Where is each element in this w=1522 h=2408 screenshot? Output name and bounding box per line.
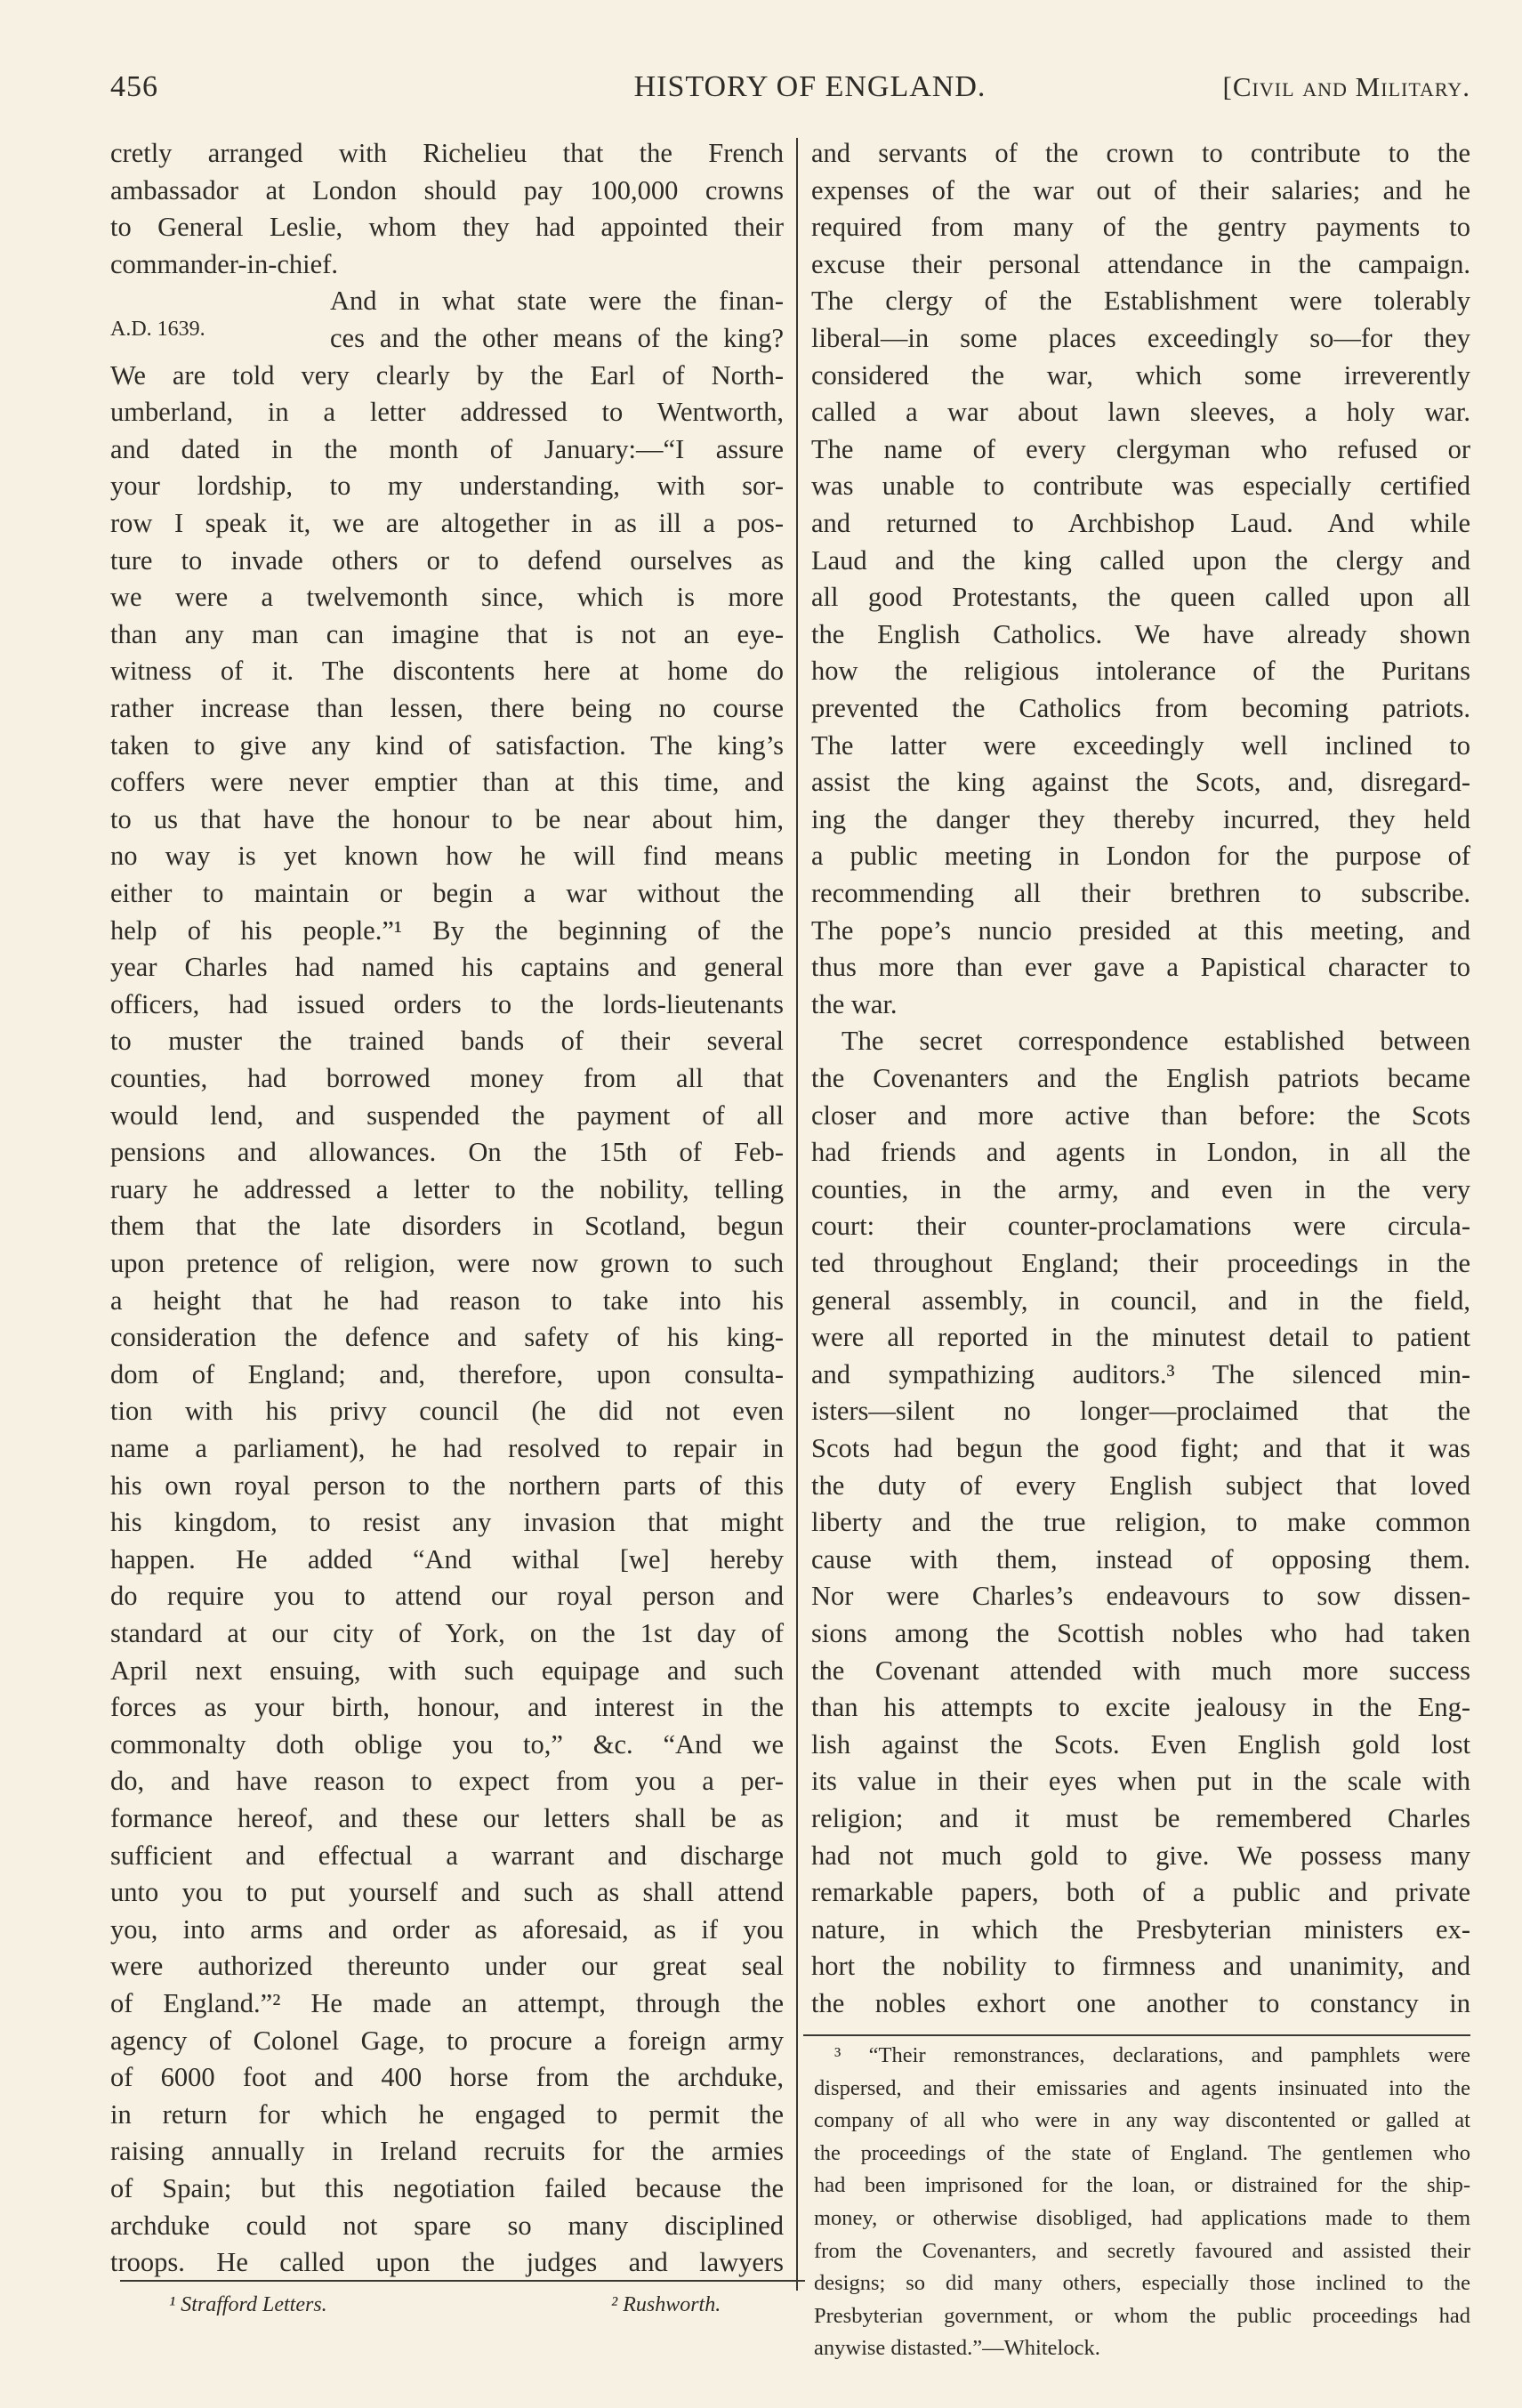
text-line: taken to give any kind of satisfaction. The king’s <box>110 729 784 761</box>
text-line: troops. He called upon the judges and lawyers <box>110 2247 784 2278</box>
text-line: help of his people.”¹ By the beginning of the <box>110 914 784 946</box>
text-line: all good Protestants, the queen called upon all <box>811 582 1470 613</box>
footnote-line: from the Covenanters, and secretly favoured and assisted their <box>814 2238 1470 2263</box>
text-line: raising annually in Ireland recruits for the armies <box>110 2136 784 2167</box>
text-line: ces and the other means of the king? <box>330 323 784 353</box>
text-line: commonalty doth oblige you to,” &c. “And we <box>110 1728 784 1760</box>
text-line: consideration the defence and safety of his king- <box>110 1322 784 1353</box>
text-line: ted throughout England; their proceedings in the <box>811 1248 1470 1278</box>
footnote-line: company of all who were in any way discontented or galled at <box>814 2108 1470 2133</box>
text-line: expenses of the war out of their salaries; and he <box>811 174 1470 205</box>
text-line: them that the late disorders in Scotland, begun <box>110 1211 784 1242</box>
footnote-line: designs; so did many others, especially those inclined to the <box>814 2271 1470 2296</box>
text-line: the war. <box>811 988 898 1019</box>
text-line: were authorized thereunto under our great seal <box>110 1951 784 1982</box>
text-line: nature, in which the Presbyterian ministers ex- <box>811 1913 1470 1945</box>
text-line: liberal—in some places exceedingly so—for they <box>811 323 1470 353</box>
footnote-1: ¹ Strafford Letters. <box>169 2293 327 2316</box>
text-line: The secret correspondence established between <box>842 1026 1470 1057</box>
text-line: and sympathizing auditors.³ The silenced min- <box>811 1358 1470 1389</box>
text-line: religion; and it must be remembered Charles <box>811 1803 1470 1833</box>
text-line: liberty and the true religion, to make common <box>811 1507 1470 1538</box>
text-line: row I speak it, we are altogether in as ill a pos- <box>110 508 784 538</box>
text-line: called a war about lawn sleeves, a holy war. <box>811 397 1470 428</box>
text-line: cause with them, instead of opposing them. <box>811 1543 1470 1574</box>
text-line: do, and have reason to expect from you a per- <box>110 1766 784 1797</box>
text-line: isters—silent no longer—proclaimed that the <box>811 1396 1470 1427</box>
text-line: cretly arranged with Richelieu that the French <box>110 138 784 168</box>
text-line: witness of it. The discontents here at home do <box>110 656 784 687</box>
text-line: formance hereof, and these our letters shall be as <box>110 1803 784 1833</box>
text-line: sufficient and effectual a warrant and discharge <box>110 1840 784 1871</box>
text-line: commander-in-chief. <box>110 248 338 279</box>
text-line: And in what state were the finan- <box>330 286 784 317</box>
text-line: hort the nobility to firmness and unanimity, and <box>811 1951 1470 1982</box>
text-line: considered the war, which some irreverently <box>811 359 1470 391</box>
text-line: you, into arms and order as aforesaid, as if you <box>110 1913 784 1945</box>
text-line: Laud and the king called upon the clergy and <box>811 544 1470 576</box>
text-line: April next ensuing, with such equipage and such <box>110 1655 784 1686</box>
text-line: assist the king against the Scots, and, disregard- <box>811 767 1470 798</box>
text-line: than his attempts to excite jealousy in the Eng- <box>811 1692 1470 1723</box>
text-line: and servants of the crown to contribute to the <box>811 138 1470 168</box>
text-line: ture to invade others or to defend ourselves as <box>110 544 784 576</box>
text-line: and dated in the month of January:—“I assure <box>110 433 784 464</box>
text-line: the English Catholics. We have already shown <box>811 618 1470 649</box>
text-line: upon pretence of religion, were now grown to such <box>110 1248 784 1278</box>
text-line: were all reported in the minutest detail to patient <box>811 1322 1470 1353</box>
text-line: coffers were never emptier than at this time, and <box>110 767 784 798</box>
text-line: Scots had begun the good fight; and that it was <box>811 1433 1470 1463</box>
footnote-line: money, or otherwise disobliged, had applications made to them <box>814 2206 1470 2230</box>
text-line: archduke could not spare so many disciplined <box>110 2210 784 2241</box>
text-line: the Covenanters and the English patriots became <box>811 1063 1470 1093</box>
text-line: the nobles exhort one another to constancy in <box>811 1988 1470 2018</box>
footnote-line: the proceedings of the state of England. The gentlemen who <box>814 2140 1470 2165</box>
text-line: required from many of the gentry payments to <box>811 212 1470 243</box>
text-line: in return for which he engaged to permit the <box>110 2098 784 2130</box>
footnote-rule-right <box>803 2034 1470 2036</box>
footnote-line: dispersed, and their emissaries and agents insinuated into the <box>814 2075 1470 2100</box>
margin-note-date: A.D. 1639. <box>110 318 205 341</box>
section-heading: [Civil and Military. <box>1222 71 1470 102</box>
text-line: pensions and allowances. On the 15th of Feb- <box>110 1137 784 1168</box>
text-line: thus more than ever gave a Papistical character to <box>811 952 1470 983</box>
text-line: than any man can imagine that is not an eye- <box>110 618 784 649</box>
text-line: name a parliament), he had resolved to repair in <box>110 1433 784 1463</box>
text-line: its value in their eyes when put in the scale with <box>811 1766 1470 1797</box>
text-line: officers, had issued orders to the lords-lieutenants <box>110 988 784 1019</box>
text-line: his own royal person to the northern parts of this <box>110 1470 784 1501</box>
text-line: of 6000 foot and 400 horse from the archduke, <box>110 2062 784 2093</box>
footnote-rule-left <box>120 2280 805 2282</box>
text-line: The pope’s nuncio presided at this meeting, and <box>811 914 1470 946</box>
text-line: had not much gold to give. We possess many <box>811 1840 1470 1871</box>
text-line: a height that he had reason to take into his <box>110 1285 784 1316</box>
text-line: ambassador at London should pay 100,000 crowns <box>110 174 784 205</box>
text-line: counties, had borrowed money from all that <box>110 1063 784 1093</box>
text-line: rather increase than lessen, there being no course <box>110 693 784 723</box>
text-line: to us that have the honour to be near about him, <box>110 803 784 834</box>
text-line: and returned to Archbishop Laud. And while <box>811 508 1470 538</box>
text-line: to muster the trained bands of their several <box>110 1026 784 1057</box>
text-line: We are told very clearly by the Earl of North- <box>110 359 784 391</box>
text-line: had friends and agents in London, in all the <box>811 1137 1470 1168</box>
text-line: forces as your birth, honour, and interest in the <box>110 1692 784 1723</box>
text-line: sions among the Scottish nobles who had taken <box>811 1618 1470 1648</box>
text-line: remarkable papers, both of a public and private <box>811 1877 1470 1908</box>
text-line: the Covenant attended with much more success <box>811 1655 1470 1686</box>
column-divider <box>796 138 798 2291</box>
text-line: The latter were exceedingly well inclined to <box>811 729 1470 761</box>
text-line: of England.”² He made an attempt, through the <box>110 1988 784 2018</box>
text-line: how the religious intolerance of the Puritans <box>811 656 1470 687</box>
footnote-line: ³ “Their remonstrances, declarations, and pamphlets were <box>834 2043 1470 2067</box>
footnote-2: ² Rushworth. <box>611 2293 721 2316</box>
text-line: do require you to attend our royal person and <box>110 1581 784 1612</box>
text-line: year Charles had named his captains and general <box>110 952 784 983</box>
text-line: excuse their personal attendance in the campaign. <box>811 248 1470 279</box>
footnote-line: anywise distasted.”—Whitelock. <box>814 2336 1100 2361</box>
text-line: general assembly, in council, and in the field, <box>811 1285 1470 1316</box>
text-line: unto you to put yourself and such as shall attend <box>110 1877 784 1908</box>
text-line: recommending all their brethren to subscribe. <box>811 878 1470 908</box>
text-line: happen. He added “And withal [we] hereby <box>110 1543 784 1574</box>
text-line: ruary he addressed a letter to the nobility, telling <box>110 1173 784 1204</box>
text-line: prevented the Catholics from becoming patriots. <box>811 693 1470 723</box>
text-line: a public meeting in London for the purpose of <box>811 841 1470 872</box>
text-line: of Spain; but this negotiation failed because the <box>110 2173 784 2203</box>
text-line: court: their counter-proclamations were circula- <box>811 1211 1470 1242</box>
text-line: to General Leslie, whom they had appointed their <box>110 212 784 243</box>
text-line: the duty of every English subject that loved <box>811 1470 1470 1501</box>
text-line: either to maintain or begin a war without the <box>110 878 784 908</box>
text-line: no way is yet known how he will find means <box>110 841 784 872</box>
text-line: The clergy of the Establishment were tolerably <box>811 286 1470 317</box>
text-line: dom of England; and, therefore, upon consulta- <box>110 1358 784 1389</box>
text-line: closer and more active than before: the Scots <box>811 1099 1470 1131</box>
page-number: 456 <box>110 70 158 103</box>
footnote-line: had been imprisoned for the loan, or distrained for the ship- <box>814 2173 1470 2198</box>
text-line: umberland, in a letter addressed to Wentworth, <box>110 397 784 428</box>
text-line: would lend, and suspended the payment of all <box>110 1099 784 1131</box>
text-line: agency of Colonel Gage, to procure a foreign army <box>110 2025 784 2056</box>
text-line: The name of every clergyman who refused or <box>811 433 1470 464</box>
text-line: your lordship, to my understanding, with sor- <box>110 471 784 502</box>
text-line: standard at our city of York, on the 1st day of <box>110 1618 784 1648</box>
text-line: Nor were Charles’s endeavours to sow dissen- <box>811 1581 1470 1612</box>
text-line: his kingdom, to resist any invasion that might <box>110 1507 784 1538</box>
text-line: ing the danger they thereby incurred, they held <box>811 803 1470 834</box>
text-line: was unable to contribute was especially certified <box>811 471 1470 502</box>
footnote-line: Presbyterian government, or whom the public proceedings had <box>814 2303 1470 2328</box>
text-line: lish against the Scots. Even English gold lost <box>811 1728 1470 1760</box>
text-line: tion with his privy council (he did not even <box>110 1396 784 1427</box>
page-title: HISTORY OF ENGLAND. <box>633 70 986 103</box>
text-line: counties, in the army, and even in the very <box>811 1173 1470 1204</box>
text-line: we were a twelvemonth since, which is more <box>110 582 784 613</box>
